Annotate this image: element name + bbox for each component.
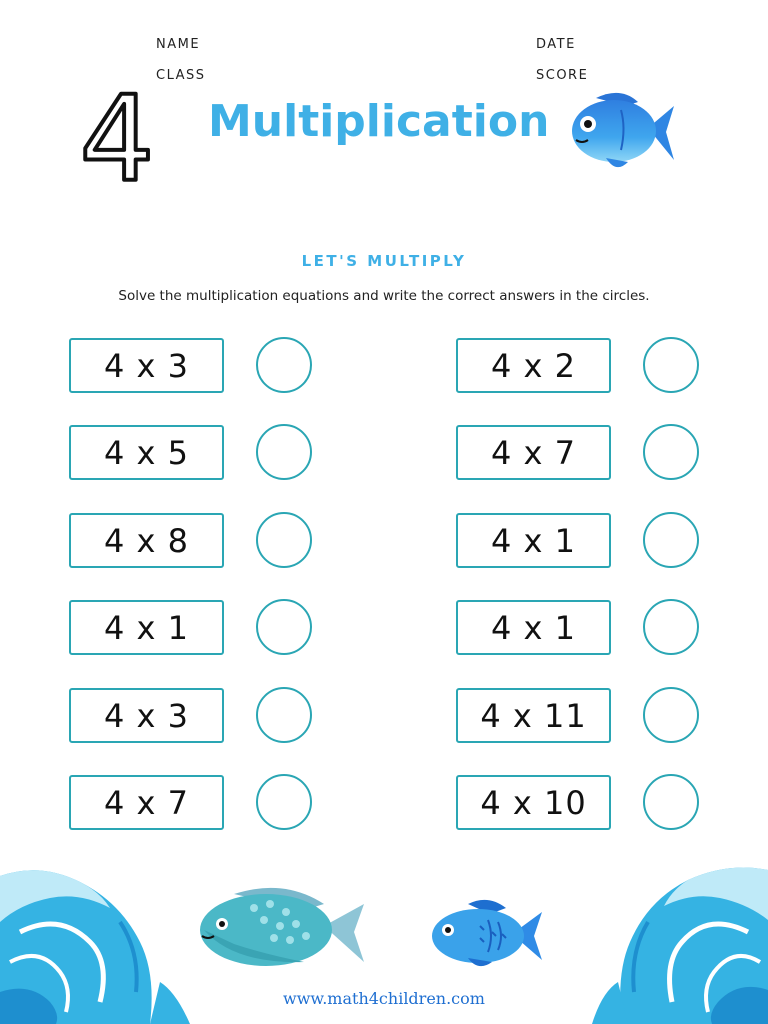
blue-fish-icon	[566, 88, 678, 178]
big-number-text: 4	[79, 82, 155, 192]
answer-circle[interactable]	[256, 687, 312, 743]
blue-fish-icon	[428, 896, 544, 974]
equation-box: 4 x 1	[69, 600, 224, 655]
page-title: Multiplication	[208, 96, 550, 147]
equation-box: 4 x 3	[69, 338, 224, 393]
teal-spotted-fish-icon	[194, 884, 366, 974]
section-subtitle: LET'S MULTIPLY	[301, 252, 467, 270]
answer-circle[interactable]	[256, 337, 312, 393]
equation-box: 4 x 5	[69, 425, 224, 480]
name-label: NAME	[156, 37, 201, 52]
equation-box: 4 x 7	[456, 425, 611, 480]
answer-circle[interactable]	[643, 599, 699, 655]
answer-circle[interactable]	[256, 774, 312, 830]
class-label: CLASS	[156, 68, 206, 83]
equation-box: 4 x 7	[69, 775, 224, 830]
equation-box: 4 x 8	[69, 513, 224, 568]
answer-circle[interactable]	[256, 599, 312, 655]
equation-box: 4 x 1	[456, 600, 611, 655]
instructions-text: Solve the multiplication equations and write the correct answers in the circles.	[118, 288, 650, 304]
answer-circle[interactable]	[643, 512, 699, 568]
number-four-outline-icon	[72, 82, 162, 192]
answer-circle[interactable]	[256, 424, 312, 480]
score-label: SCORE	[536, 68, 589, 83]
equation-box: 4 x 3	[69, 688, 224, 743]
equation-box: 4 x 2	[456, 338, 611, 393]
equation-box: 4 x 1	[456, 513, 611, 568]
date-label: DATE	[536, 37, 576, 52]
answer-circle[interactable]	[256, 512, 312, 568]
answer-circle[interactable]	[643, 687, 699, 743]
equation-box: 4 x 11	[456, 688, 611, 743]
equation-box: 4 x 10	[456, 775, 611, 830]
footer-url[interactable]: www.math4children.com	[283, 989, 485, 1008]
answer-circle[interactable]	[643, 424, 699, 480]
answer-circle[interactable]	[643, 774, 699, 830]
answer-circle[interactable]	[643, 337, 699, 393]
